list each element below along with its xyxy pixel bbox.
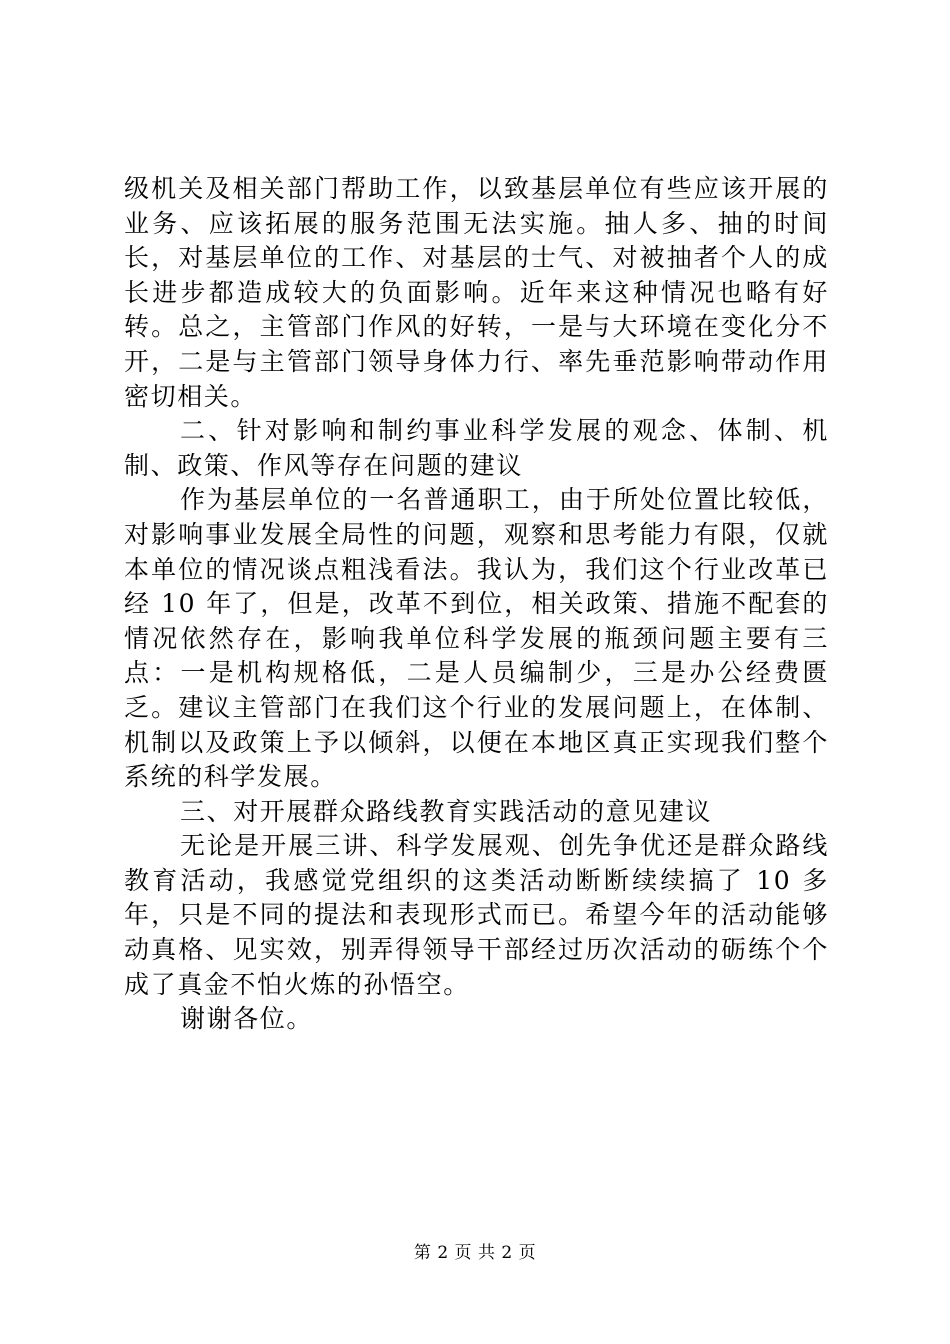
paragraph-continued: 级机关及相关部门帮助工作，以致基层单位有些应该开展的业务、应该拓展的服务范围无法实施。抽人多、抽的时间长，对基层单位的工作、对基层的士气、对被抽者个人的成长进步都造成较大的负面影响。近年来这种情况也略有好转。总之，主管部门作风的好转，一是与大环境在变化分不开，二是与主管部门领导身体力行、率先垂范影响带动作用密切相关。 [124, 174, 829, 411]
closing-line: 谢谢各位。 [180, 1004, 314, 1034]
section-heading-3: 三、对开展群众路线教育实践活动的意见建议 [180, 796, 713, 826]
section-heading-2: 二、针对影响和制约事业科学发展的观念、体制、机制、政策、作风等存在问题的建议 [124, 416, 829, 480]
paragraph-section-3: 无论是开展三讲、科学发展观、创先争优还是群众路线教育活动，我感觉党组织的这类活动断断续续搞了 10 多年，只是不同的提法和表现形式而已。希望今年的活动能够动真格、见实效，别弄得领导干部经过历次活动的砺练个个成了真金不怕火炼的孙悟空。 [124, 831, 829, 999]
page-footer: 第 2 页 共 2 页 [413, 1243, 537, 1263]
paragraph-section-2: 作为基层单位的一名普通职工，由于所处位置比较低，对影响事业发展全局性的问题，观察和思考能力有限，仅就本单位的情况谈点粗浅看法。我认为，我们这个行业改革已经 10 年了，但是，改革不到位，相关政策、措施不配套的情况依然存在，影响我单位科学发展的瓶颈问题主要有三点：一是机构规格低，二是人员编制少，三是办公经费匮乏。建议主管部门在我们这个行业的发展问题上，在体制、机制以及政策上予以倾斜，以便在本地区真正实现我们整个系统的科学发展。 [124, 485, 829, 792]
document-body [124, 172, 829, 1037]
